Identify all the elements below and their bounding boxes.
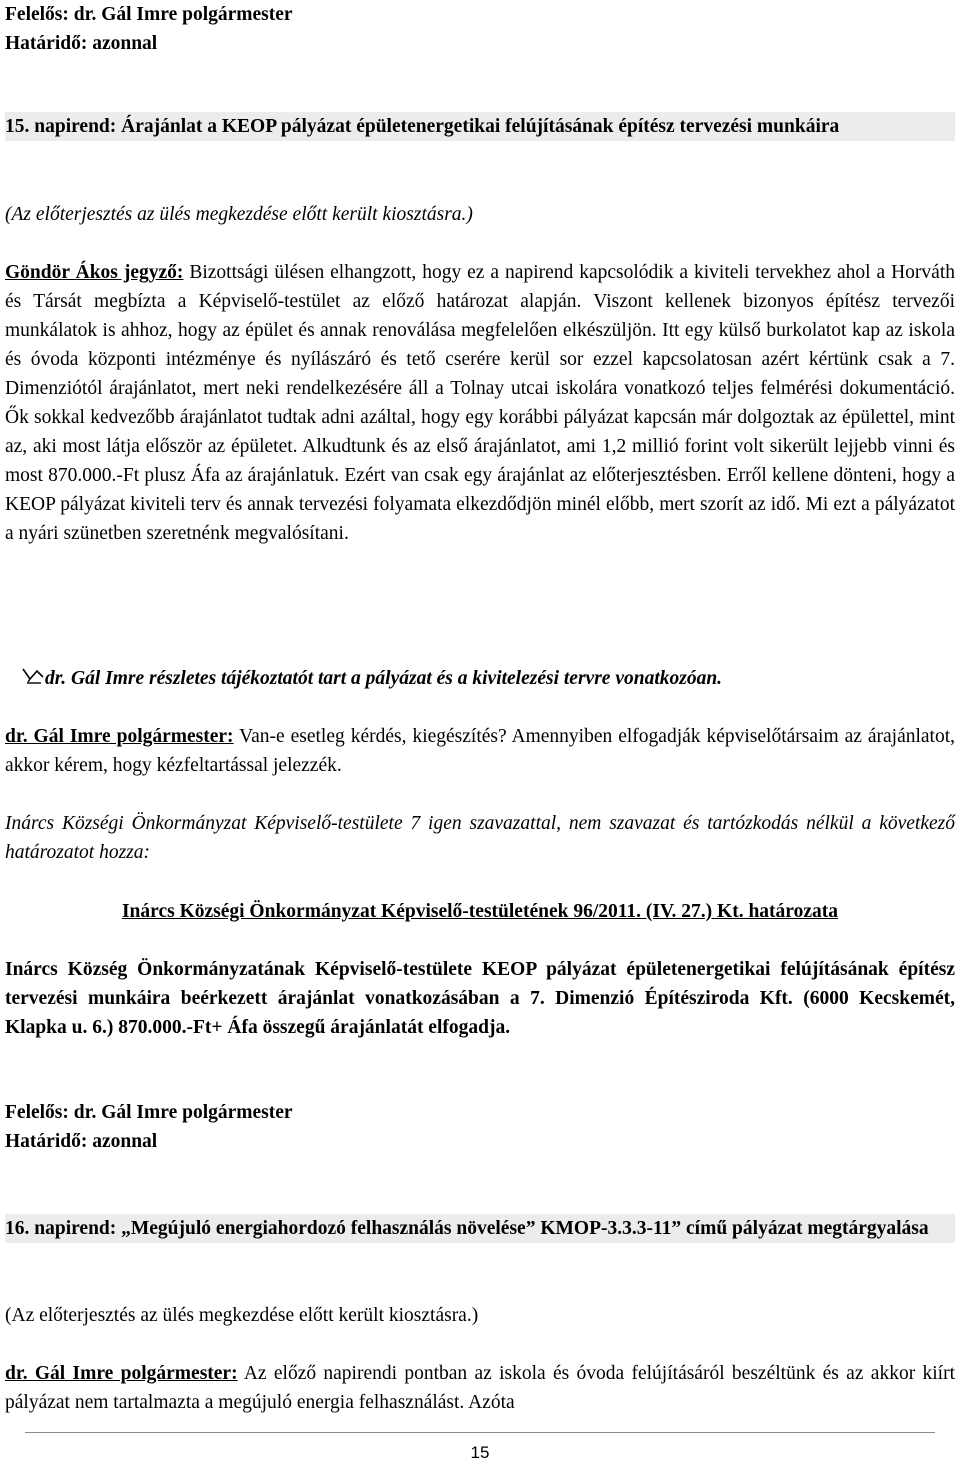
item16-speech xyxy=(5,1359,955,1417)
pencil-hand-icon xyxy=(21,665,45,687)
item15-presentation-line xyxy=(5,664,955,693)
resolution-title: Inárcs Községi Önkormányzat Képviselő-testületének 96/2011. (IV. 27.) Kt. határozata xyxy=(121,901,839,922)
item16-speech-text: Az előző napirendi pontban az iskola és óvoda felújításáról beszéltünk és az akkor kiírt pályázat nem tartalmazta a megújuló energia felhasználást. Azóta xyxy=(5,1363,955,1413)
item15-speech1 xyxy=(5,258,955,548)
speech2-text: Van-e esetleg kérdés, kiegészítés? Amennyiben elfogadják képviselőtársaim az árajánlatot, akkor kérem, hogy kézfeltartással jelezzék. xyxy=(5,726,956,776)
footer-divider xyxy=(25,1432,935,1433)
item16-speaker: dr. Gál Imre polgármester: xyxy=(5,1363,238,1384)
item15-title: 15. napirend: Árajánlat a KEOP pályázat épületenergetikai felújításának építész tervezési munkáira xyxy=(5,112,955,141)
speech1-text: Bizottsági ülésen elhangzott, hogy ez a napirend kapcsolódik a kiviteli tervekhez ahol a Horváth és Társát megbízta a Képviselő-testület az előző határozat alapján. Viszont kellenek bizonyos építész tervezői munkálatok is ahhoz, hogy az épület és annak renoválása megfelelően elkészüljön. Itt egy külső burkolatot kap az iskola és óvoda központi intézménye és nyílászáró és tető cserére kerül sor ezzel kapcsolatosan azért kértünk csak a 7. Dimenziótól árajánlatot, mert neki rendelkezésére áll a Tolnay utcai iskolára vonatkozó teljes felmérési dokumentáció. Ők sokkal kedvezőbb árajánlatot tudtak adni azáltal, hogy egy korábbi pályázat kapcsán már dolgoztak az épülettel, mint az, aki most látja először az épületet. Alkudtunk és az első árajánlatot, ami 1,2 millió forint volt sikerült lejjebb vinni és most 870.000.-Ft plusz Áfa az árajánlatuk. Ezért van csak egy árajánlat az előterjesztésben. Erről kellene dönteni, hogy a KEOP pályázat kiviteli terv és annak tervezési folyamata elkezdődjön minél előbb, mert szorít az idő. Mi ezt a pályázatot a nyári szünetben szeretnénk megvalósítani. xyxy=(5,262,955,544)
top-deadline: Határidő: azonnal xyxy=(5,33,158,54)
speech1-speaker: Göndör Ákos jegyző: xyxy=(5,262,184,283)
page-number: 15 xyxy=(470,1443,490,1462)
item15-note: (Az előterjesztés az ülés megkezdése előtt került kiosztásra.) xyxy=(5,204,473,225)
resolution-text: Inárcs Község Önkormányzatának Képviselő-testülete KEOP pályázat épületenergetikai felújításának építész tervezési munkáira beérkezett árajánlat vonatkozásában a 7. Dimenzió Építésziroda Kft. (6000 Kecskemét, Klapka u. 6.) 870.000.-Ft+ Áfa összegű árajánlatát elfogadja. xyxy=(5,959,955,1038)
item15-deadline: Határidő: azonnal xyxy=(5,1131,158,1152)
item15-speech2 xyxy=(5,722,955,780)
item15-vote: Inárcs Községi Önkormányzat Képviselő-testülete 7 igen szavazattal, nem szavazat és tartózkodás nélkül a következő határozatot hozza: xyxy=(5,813,955,863)
top-responsible: Felelős: dr. Gál Imre polgármester xyxy=(5,4,293,25)
item16-title: 16. napirend: „Megújuló energiahordozó felhasználás növelése” KMOP-3.3.3-11” című pályázat megtárgyalása xyxy=(5,1214,955,1243)
speech2-speaker: dr. Gál Imre polgármester: xyxy=(5,726,234,747)
item16-note: (Az előterjesztés az ülés megkezdése előtt került kiosztásra.) xyxy=(5,1305,479,1326)
presentation-text: dr. Gál Imre részletes tájékoztatót tart a pályázat és a kivitelezési tervre vonatkozóan. xyxy=(45,668,723,689)
item15-responsible: Felelős: dr. Gál Imre polgármester xyxy=(5,1102,293,1123)
